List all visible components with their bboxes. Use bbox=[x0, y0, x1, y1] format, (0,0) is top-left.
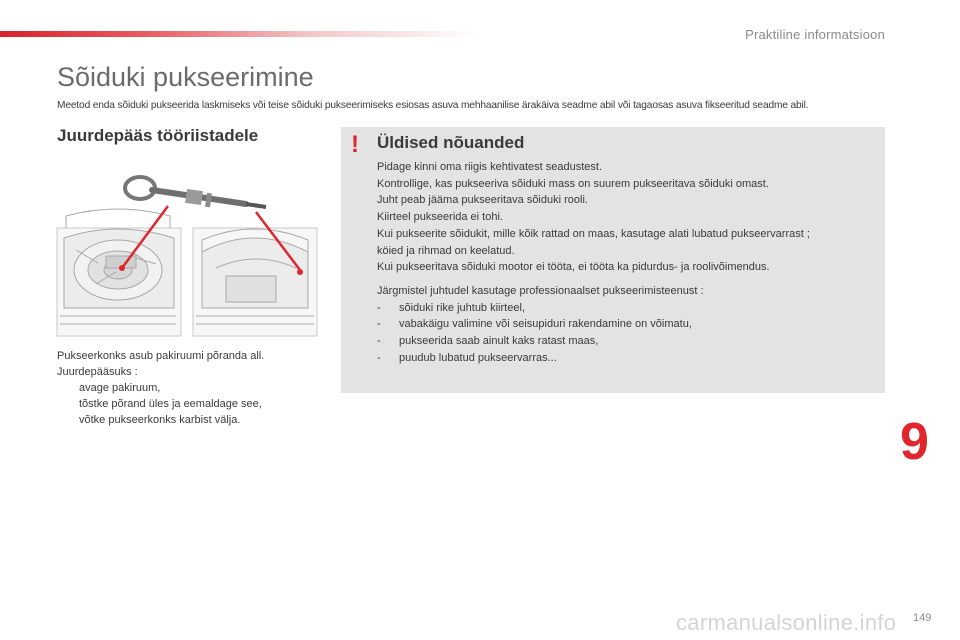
list-item bbox=[377, 350, 877, 367]
professional-service-text bbox=[377, 283, 877, 367]
text-line: Järgmistel juhtudel kasutage professionaalset pukseerimisteenust : bbox=[377, 285, 704, 297]
dash-marker: - bbox=[377, 351, 381, 364]
list-item-text: avage pakiruum, bbox=[79, 382, 161, 394]
list-item-text: puudub lubatud pukseervarras... bbox=[399, 351, 557, 364]
text-line: Juurdepääsuks : bbox=[57, 366, 138, 378]
list-item bbox=[377, 300, 877, 317]
text-line: Kiirteel pukseerida ei tohi. bbox=[377, 211, 503, 224]
section-title: Praktiline informatsioon bbox=[745, 27, 885, 42]
text-line: köied ja rihmad on keelatud. bbox=[377, 244, 515, 257]
list-item bbox=[57, 380, 327, 396]
list-item-text: võtke pukseerkonks karbist välja. bbox=[79, 414, 241, 426]
warning-exclamation-icon: ! bbox=[351, 131, 359, 158]
text-line: Juht peab jääma pukseeritava sõiduki rooli. bbox=[377, 194, 588, 207]
tools-access-text bbox=[57, 348, 327, 428]
list-item bbox=[377, 333, 877, 350]
dash-marker: - bbox=[377, 318, 381, 331]
trunk-floor-drawing bbox=[193, 228, 317, 336]
bullet-icon bbox=[57, 380, 79, 396]
bullet-icon bbox=[57, 412, 79, 428]
dash-marker: - bbox=[377, 335, 381, 348]
list-item bbox=[57, 412, 327, 428]
list-item bbox=[57, 396, 327, 412]
general-advice-box bbox=[341, 127, 885, 393]
trunk-spare-wheel-drawing bbox=[57, 209, 181, 336]
general-advice-text bbox=[377, 159, 877, 276]
towing-hook-illustration bbox=[56, 168, 318, 340]
text-line: Kui pukseerite sõidukit, mille kõik rattad on maas, kasutage alati lubatud pukseervarrast ; bbox=[377, 227, 810, 240]
header-accent-bar bbox=[0, 31, 480, 37]
general-advice-title: Üldised nõuanded bbox=[377, 133, 525, 152]
tools-access-heading: Juurdepääs tööriistadele bbox=[57, 126, 259, 145]
page-title: Sõiduki pukseerimine bbox=[57, 62, 314, 92]
dash-marker: - bbox=[377, 301, 381, 314]
intro-text: Meetod enda sõiduki pukseerida laskmiseks või teise sõiduki pukseerimiseks esiosas asuva mehhaanilise ärakäiva seadme abil või tagaosas asuva fikseeritud seadme abil. bbox=[57, 100, 809, 111]
list-item-text: sõiduki rike juhtub kiirteel, bbox=[399, 301, 525, 314]
bullet-icon bbox=[57, 396, 79, 412]
watermark: carmanualsonline.info bbox=[676, 610, 897, 635]
text-line: Pukseerkonks asub pakiruumi põranda all. bbox=[57, 350, 265, 362]
list-item bbox=[377, 316, 877, 333]
list-item-text: pukseerida saab ainult kaks ratast maas, bbox=[399, 335, 599, 348]
text-line: Pidage kinni oma riigis kehtivatest seadustest. bbox=[377, 161, 603, 173]
text-line: Kontrollige, kas pukseeriva sõiduki mass on suurem pukseeritava sõiduki omast. bbox=[377, 177, 769, 190]
towing-hook-drawing bbox=[125, 177, 266, 207]
list-item-text: vabakäigu valimine või seisupiduri rakendamine on võimatu, bbox=[399, 318, 692, 331]
page-number: 149 bbox=[913, 612, 932, 624]
text-line: Kui pukseeritava sõiduki mootor ei tööta, ei tööta ka pidurdus- ja roolivõimendus. bbox=[377, 261, 770, 274]
chapter-number: 9 bbox=[900, 413, 929, 471]
list-item-text: tõstke põrand üles ja eemaldage see, bbox=[79, 398, 262, 410]
